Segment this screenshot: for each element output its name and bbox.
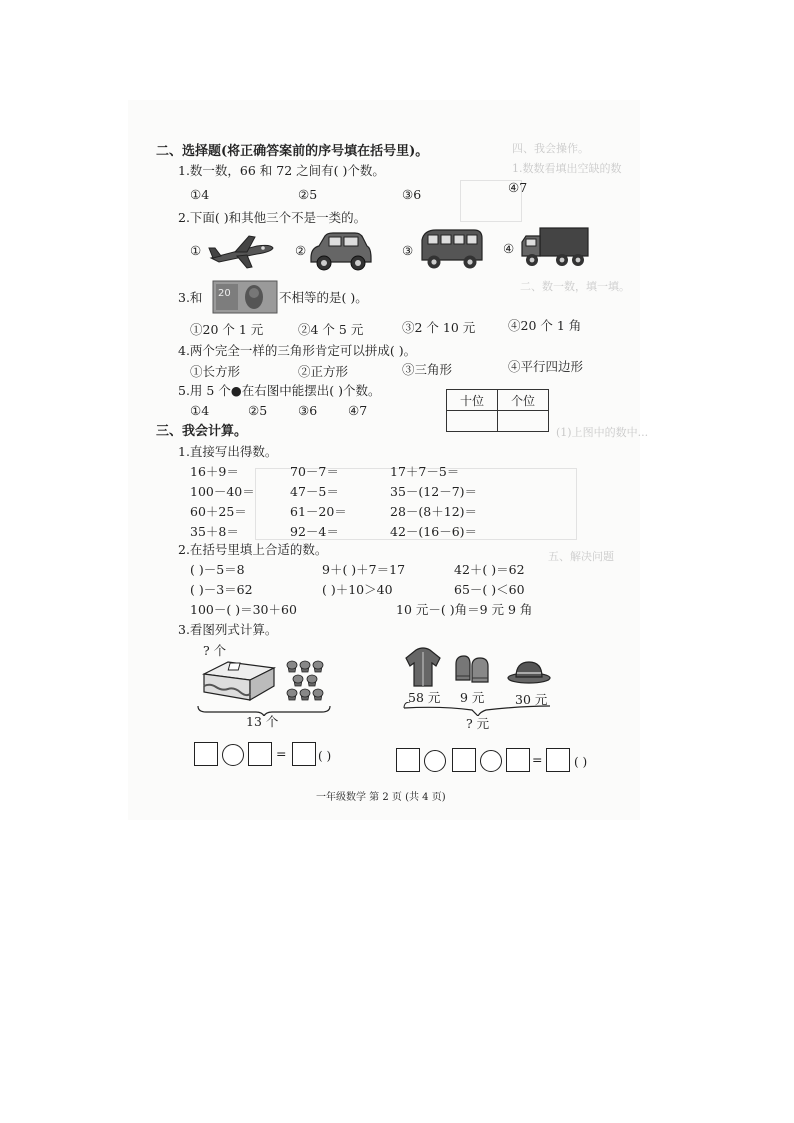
bleed-text: 二、数一数，填一填。 (520, 280, 630, 293)
q4-option: ①长方形 (190, 364, 241, 379)
fill-item: 42＋( )＝62 (454, 562, 525, 577)
operator-circle[interactable] (424, 750, 446, 772)
answer-box[interactable] (452, 748, 476, 772)
truck-icon (518, 224, 590, 270)
fill-item: ( )－5＝8 (190, 562, 245, 577)
q1-option: ③6 (402, 187, 422, 202)
ones-cell[interactable] (498, 411, 549, 432)
q1-option: ④7 (508, 180, 528, 195)
unit-paren: ( ) (574, 755, 588, 769)
cake-box-icon (198, 656, 278, 704)
price-label: 30 元 (515, 692, 548, 707)
bleed-text: 五、解决问题 (548, 550, 614, 563)
answer-box[interactable] (396, 748, 420, 772)
tens-header: 十位 (447, 390, 498, 411)
section-2-heading: 二、选择题(将正确答案前的序号填在括号里)。 (156, 144, 429, 159)
gloves-icon (452, 652, 492, 686)
operator-circle[interactable] (480, 750, 502, 772)
q5-option: ④7 (348, 403, 368, 418)
fill-item: 100－( )＝30＋60 (190, 602, 297, 617)
jacket-icon (404, 646, 442, 688)
equals-sign: = (532, 752, 543, 767)
q3-option: ②4 个 5 元 (298, 322, 364, 337)
p2-title: 2.在括号里填上合适的数。 (178, 542, 328, 557)
bleed-text: 四、我会操作。 (512, 142, 589, 155)
q4-text: 4.两个完全一样的三角形肯定可以拼成( )。 (178, 343, 417, 358)
calc-item: 70－7＝ (290, 464, 339, 479)
calc-item: 92－4＝ (290, 524, 339, 539)
calc-item: 100－40＝ (190, 484, 255, 499)
airplane-icon (207, 228, 275, 270)
fill-item: ( )－3＝62 (190, 582, 253, 597)
bus-icon (418, 226, 486, 272)
banknote-value: 20 (218, 288, 231, 299)
q3-prefix: 3.和 (178, 290, 203, 305)
calc-item: 35－(12－7)＝ (390, 484, 478, 499)
calc-item: 60＋25＝ (190, 504, 247, 519)
fill-item: 10 元－( )角＝9 元 9 角 (396, 602, 533, 617)
calc-item: 47－5＝ (290, 484, 339, 499)
q5-option: ①4 (190, 403, 210, 418)
q4-option: ④平行四边形 (508, 359, 584, 374)
q2-marker: ① (190, 243, 202, 258)
q2-marker: ④ (503, 241, 515, 256)
place-value-table (446, 389, 549, 432)
answer-box[interactable] (194, 742, 218, 766)
section-3-heading: 三、我会计算。 (156, 424, 248, 439)
q3-option: ③2 个 10 元 (402, 320, 476, 335)
q2-marker: ② (295, 243, 307, 258)
unknown-price-label: ? 元 (466, 716, 490, 731)
fill-item: ( )＋10＞40 (322, 582, 393, 597)
result-box[interactable] (292, 742, 316, 766)
q5-option: ③6 (298, 403, 318, 418)
equals-sign: = (276, 746, 287, 761)
calc-item: 42－(16－6)＝ (390, 524, 478, 539)
q4-option: ③三角形 (402, 362, 453, 377)
fill-item: 65－( )＜60 (454, 582, 525, 597)
calc-item: 17＋7－5＝ (390, 464, 460, 479)
unit-paren: ( ) (318, 749, 332, 763)
fill-item: 9＋( )＋7＝17 (322, 562, 406, 577)
q2-marker: ③ (402, 243, 414, 258)
q3-option: ④20 个 1 角 (508, 318, 582, 333)
q2-text: 2.下面( )和其他三个不是一类的。 (178, 210, 367, 225)
price-label: 58 元 (408, 690, 441, 705)
cupcakes-icon (284, 656, 326, 702)
total-count-label: 13 个 (246, 714, 279, 729)
answer-box[interactable] (248, 742, 272, 766)
p3-title: 3.看图列式计算。 (178, 622, 278, 637)
calc-item: 35＋8＝ (190, 524, 239, 539)
q1-text: 1.数一数，66 和 72 之间有( )个数。 (178, 163, 385, 178)
q4-option: ②正方形 (298, 364, 349, 379)
calc-item: 16＋9＝ (190, 464, 239, 479)
bleed-text: 1.数数看填出空缺的数 (512, 162, 622, 175)
sum-brace (402, 702, 552, 716)
calc-item: 61－20＝ (290, 504, 347, 519)
ones-header: 个位 (498, 390, 549, 411)
answer-box[interactable] (506, 748, 530, 772)
operator-circle[interactable] (222, 744, 244, 766)
page-footer: 一年级数学 第 2 页 (共 4 页) (316, 792, 446, 803)
p1-title: 1.直接写出得数。 (178, 444, 278, 459)
q1-option: ②5 (298, 187, 318, 202)
tens-cell[interactable] (447, 411, 498, 432)
result-box[interactable] (546, 748, 570, 772)
q5-option: ②5 (248, 403, 268, 418)
calc-item: 28－(8＋12)＝ (390, 504, 478, 519)
car-icon (307, 228, 373, 272)
price-label: 9 元 (460, 690, 485, 705)
q3-suffix: 不相等的是( )。 (279, 290, 368, 305)
hat-icon (506, 658, 552, 684)
q5-text: 5.用 5 个●在右图中能摆出( )个数。 (178, 383, 381, 398)
bleed-text: (1)上图中的数中... (556, 426, 649, 439)
q3-option: ①20 个 1 元 (190, 322, 264, 337)
q1-option: ①4 (190, 187, 210, 202)
banknote-20-icon (212, 280, 278, 314)
unknown-count-label: ? 个 (203, 643, 227, 658)
